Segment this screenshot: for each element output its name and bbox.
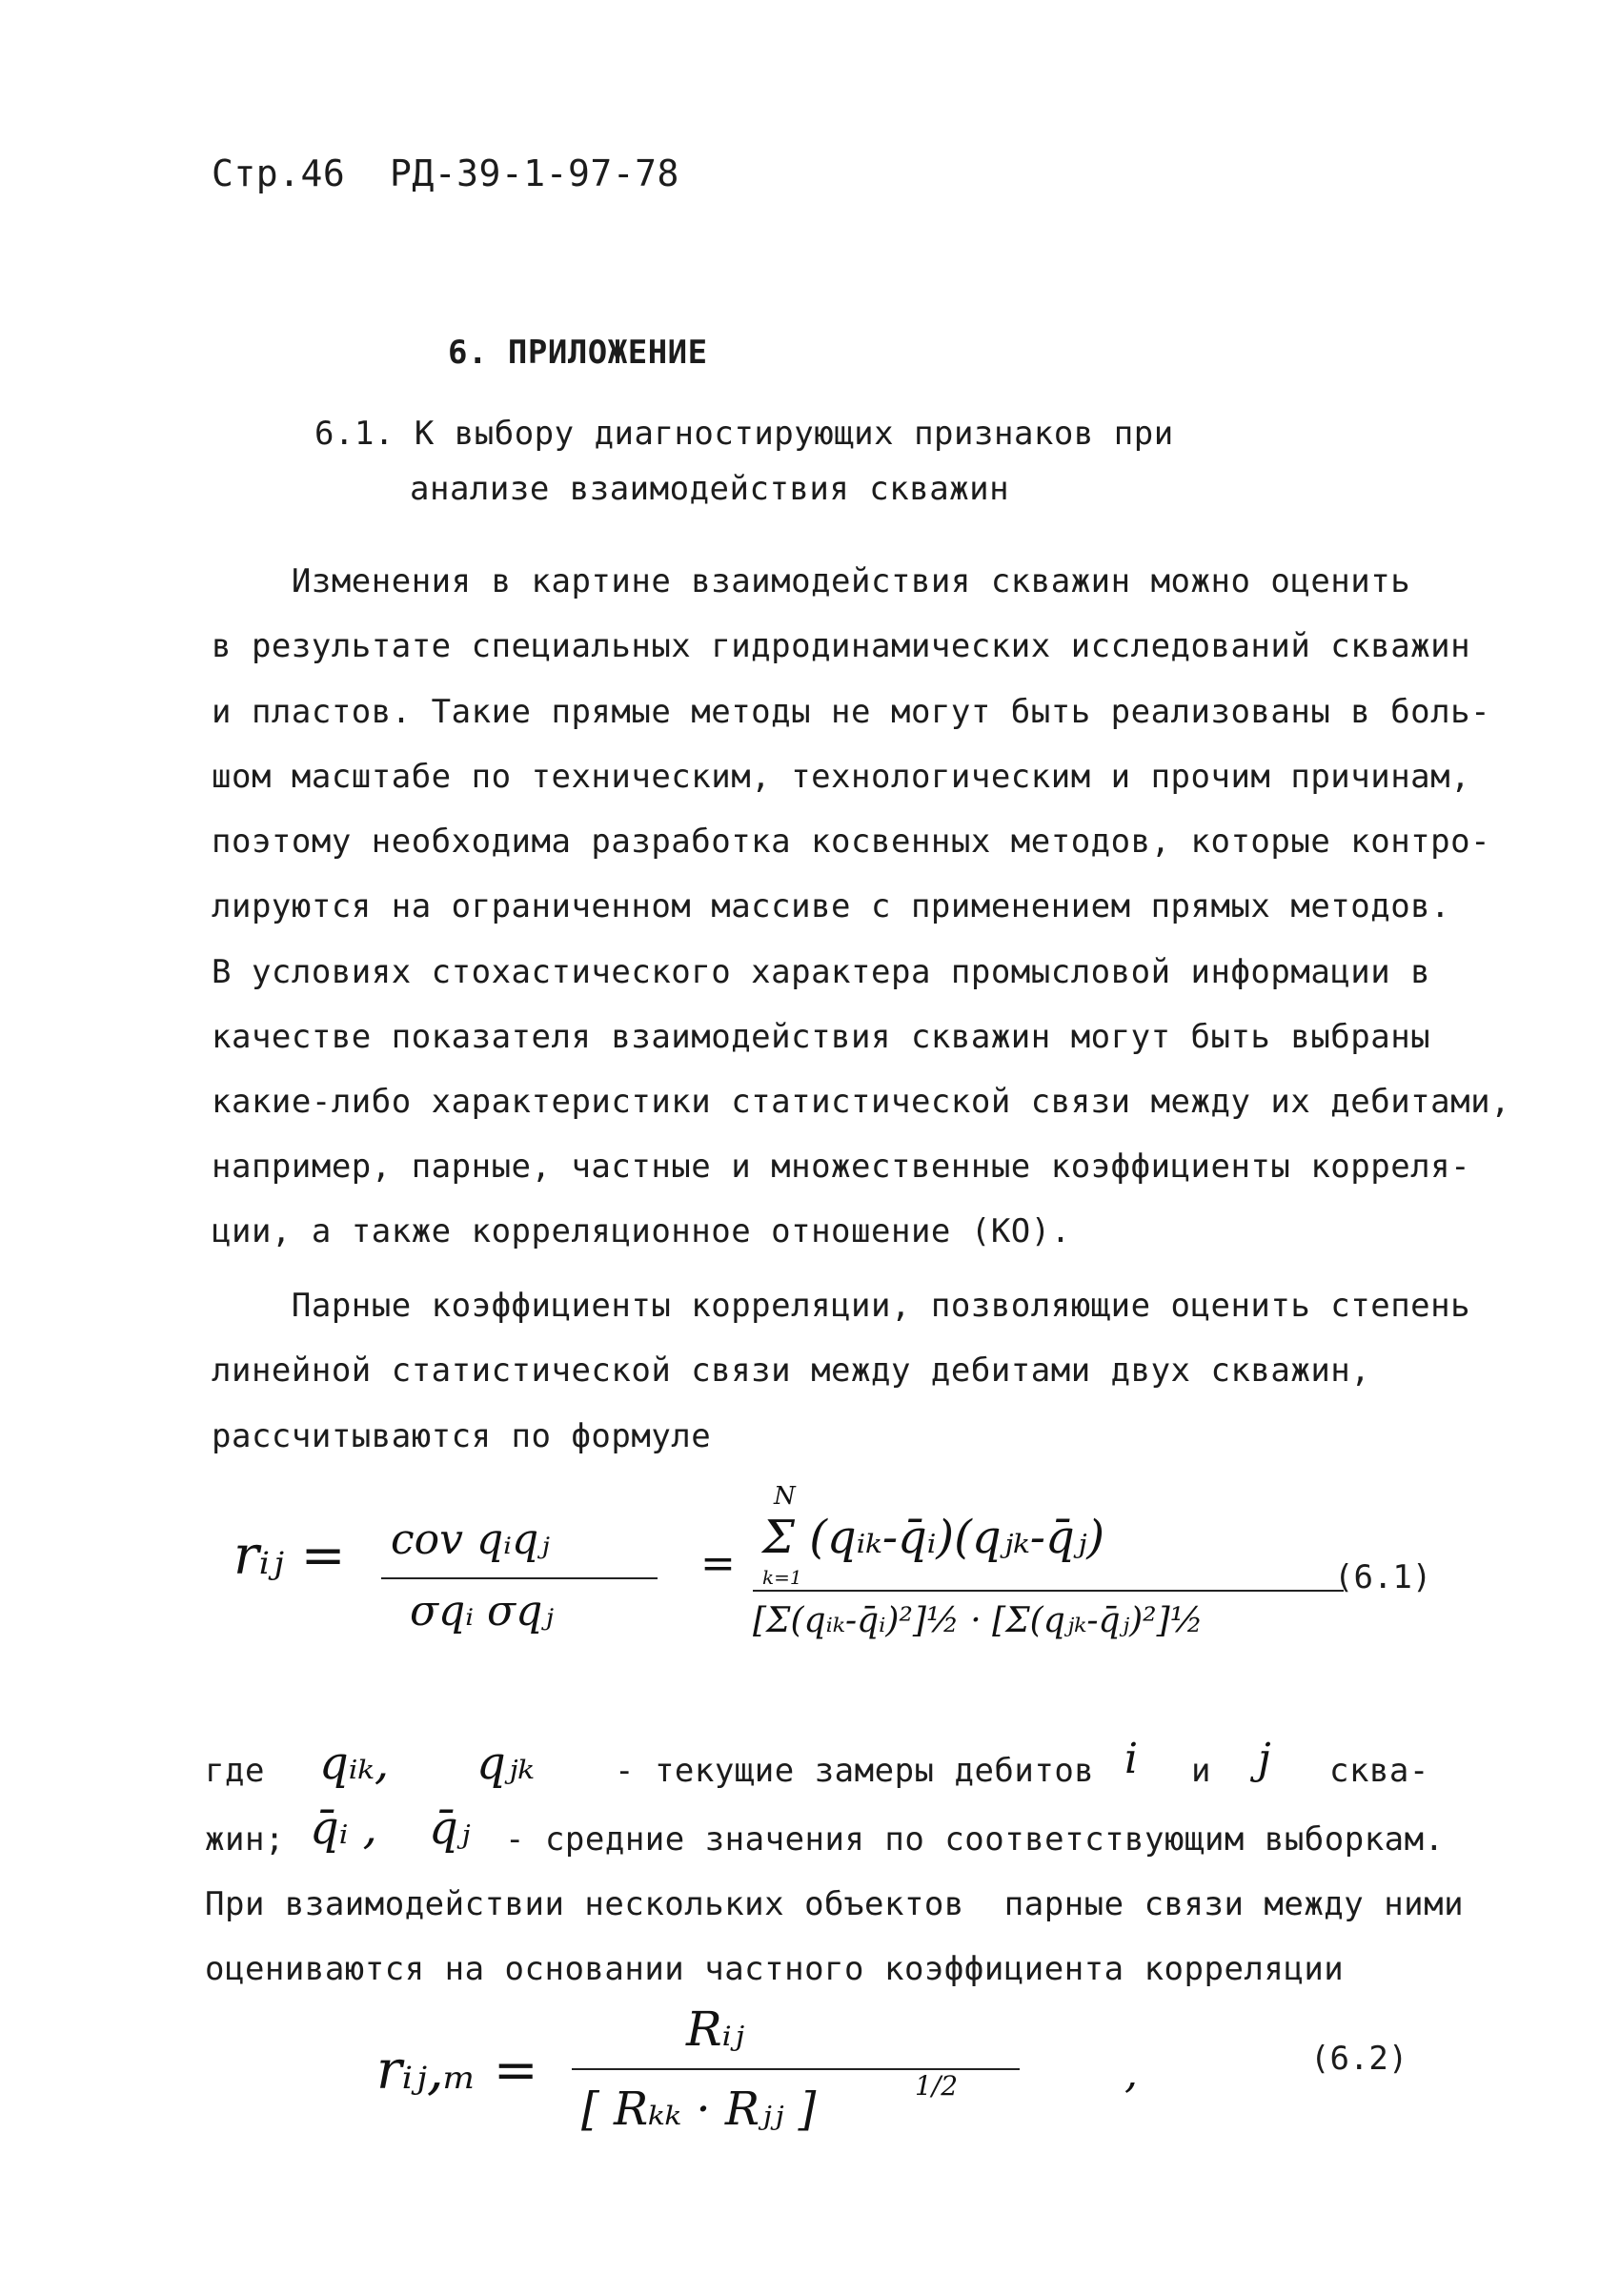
paragraph-3-text: жин;	[205, 1820, 285, 1859]
paragraph-1-line: ции, а также корреляционное отношение (КО).	[212, 1212, 1071, 1250]
subsection-title-line-1: 6.1. К выбору диагностирующих признаков при	[314, 415, 1174, 453]
formula-6-1-number: (6.1)	[1334, 1558, 1432, 1596]
formula-6-2-number: (6.2)	[1310, 2040, 1408, 2078]
page-header: Стр.46 РД-39-1-97-78	[212, 152, 679, 194]
formula-6-1-sum-top: N	[774, 1482, 796, 1511]
paragraph-2-line: линейной статистической связи между дебитами двух скважин,	[212, 1351, 1371, 1390]
fraction-bar-2	[753, 1590, 1344, 1592]
formula-6-1-numerator-1: cov qᵢqⱼ	[391, 1515, 550, 1564]
paragraph-1-line: какие-либо характеристики статистической связи между их дебитами,	[212, 1083, 1511, 1121]
formula-6-2-numerator: Rᵢⱼ	[686, 2001, 744, 2057]
paragraph-2-line: рассчитываются по формуле	[212, 1417, 712, 1455]
formula-6-1-denominator-1: σqᵢ σqⱼ	[410, 1587, 554, 1636]
formula-6-1-sum-bottom: k=1	[762, 1566, 802, 1589]
symbol-q-ik: qᵢₖ,	[319, 1737, 390, 1790]
fraction-bar-1	[381, 1577, 658, 1579]
paragraph-3-text: - средние значения по соответствующим выборкам.	[505, 1820, 1445, 1859]
paragraph-1-line: Изменения в картине взаимодействия скважин можно оценить	[212, 562, 1411, 600]
paragraph-3-line: оцениваются на основании частного коэффициента корреляции	[205, 1950, 1345, 1988]
paragraph-3-text: - текущие замеры дебитов	[615, 1752, 1095, 1790]
paragraph-2-line: Парные коэффициенты корреляции, позволяющие оценить степень	[212, 1287, 1471, 1325]
paragraph-3-text: сква-	[1329, 1752, 1429, 1790]
paragraph-3-where: где	[205, 1752, 265, 1790]
paragraph-1-line: например, парные, частные и множественные коэффициенты корреля-	[212, 1148, 1471, 1186]
symbol-q-bar-j: q̄ⱼ	[429, 1801, 471, 1855]
paragraph-1-line: качестве показателя взаимодействия скважин могут быть выбраны	[212, 1018, 1431, 1056]
formula-6-1-equals: =	[700, 1539, 736, 1588]
paragraph-1-line: в результате специальных гидродинамических исследований скважин	[212, 627, 1471, 665]
paragraph-1-line: шом масштабе по техническим, технологическим и прочим причинам,	[212, 758, 1471, 796]
formula-6-2-denominator: [ Rₖₖ · Rⱼⱼ ]	[581, 2083, 817, 2136]
formula-6-2-exponent: 1/2	[915, 2070, 959, 2102]
formula-6-1-lhs: rᵢⱼ =	[233, 1525, 346, 1587]
symbol-q-jk: qⱼₖ	[476, 1737, 535, 1790]
paragraph-3-line: При взаимодействии нескольких объектов парные связи между ними	[205, 1885, 1465, 1923]
subsection-title-line-2: анализе взаимодействия скважин	[410, 470, 1010, 508]
formula-6-1-denominator-2: [Σ(qᵢₖ-q̄ᵢ)²]½ · [Σ(qⱼₖ-q̄ⱼ)²]½	[753, 1601, 1204, 1640]
symbol-q-bar-i: q̄ᵢ ,	[310, 1801, 377, 1855]
symbol-i: i	[1124, 1735, 1139, 1783]
formula-6-2-lhs: rᵢⱼ,ₘ =	[376, 2040, 538, 2102]
paragraph-1-line: В условиях стохастического характера промысловой информации в	[212, 953, 1431, 991]
paragraph-3-and: и	[1191, 1752, 1211, 1790]
formula-6-1-numerator-2: Σ (qᵢₖ-q̄ᵢ)(qⱼₖ-q̄ⱼ)	[762, 1511, 1105, 1564]
section-title: 6. ПРИЛОЖЕНИЕ	[448, 334, 708, 372]
paragraph-1-line: лируются на ограниченном массиве с применением прямых методов.	[212, 887, 1451, 925]
symbol-j: j	[1258, 1735, 1271, 1783]
paragraph-1-line: и пластов. Такие прямые методы не могут быть реализованы в боль-	[212, 693, 1491, 731]
formula-6-2-comma: ,	[1124, 2049, 1138, 2098]
paragraph-1-line: поэтому необходима разработка косвенных методов, которые контро-	[212, 823, 1491, 861]
